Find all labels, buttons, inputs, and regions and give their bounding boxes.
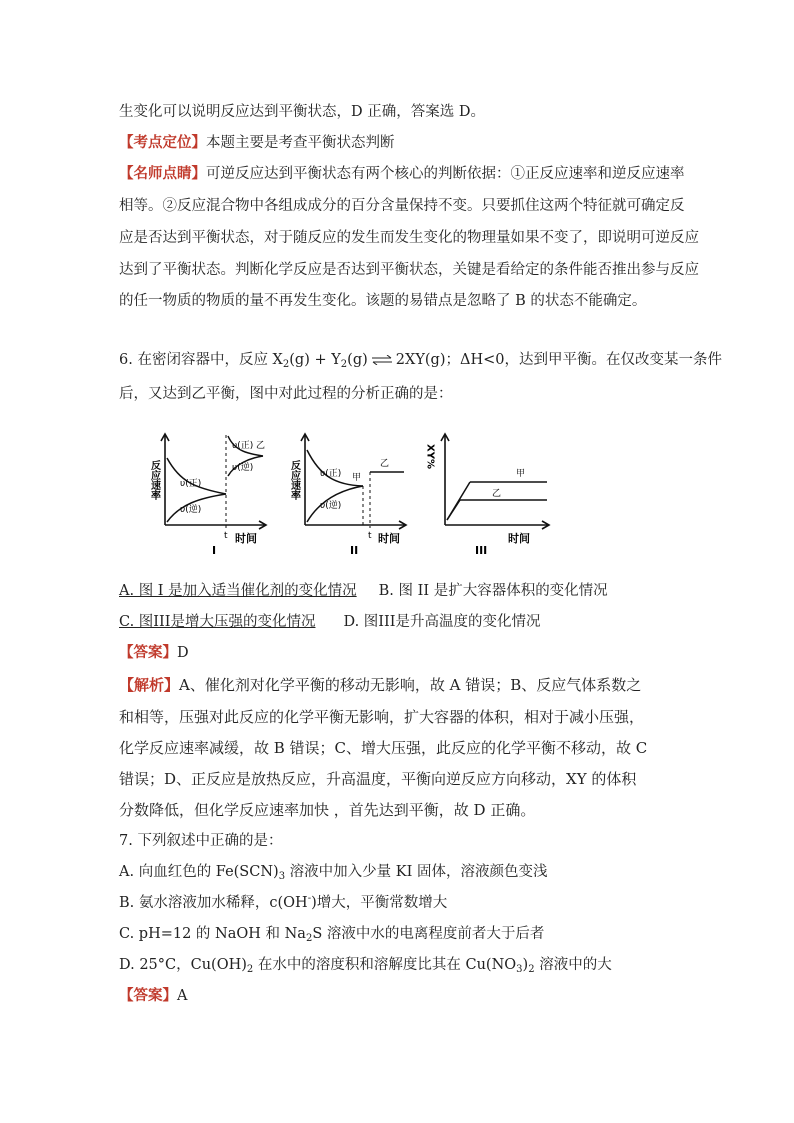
mingshi-line-2: 相等。②反应混合物中各组成成分的百分含量保持不变。只要抓住这两个特征就可确定反 — [119, 198, 685, 214]
q6-option-a[interactable]: A. 图 I 是加入适当催化剂的变化情况 — [119, 583, 357, 599]
mingshi-line-3: 应是否达到平衡状态，对于随反应的发生而发生变化的物理量如果不变了，即说明可逆反应 — [119, 230, 699, 246]
q6-jiexi-tag: 【解析】 — [119, 676, 180, 694]
q6-answer-line — [119, 643, 189, 663]
panel2-jia: 甲 — [352, 473, 362, 483]
q6-jiexi-line-2: 和相等，压强对此反应的化学平衡无影响，扩大容器的体积，相对于减小压强， — [119, 708, 645, 726]
q6-options-ab — [119, 581, 608, 601]
q6-answer-tag: 【答案】 — [119, 644, 177, 661]
q6-options-cd — [119, 612, 541, 632]
q6-option-d[interactable]: D. 图III是升高温度的变化情况 — [343, 614, 541, 630]
q6-jiexi-line-3: 化学反应速率减缓，故 B 错误；C、增大压强，此反应的化学平衡不移动，故 C — [119, 739, 648, 757]
panel3-label: III — [475, 544, 488, 557]
panel2-v-ni: υ(逆) — [320, 501, 342, 511]
q6-answer: D — [177, 645, 189, 661]
q6-jiexi-line-1: 【解析】A、催化剂对化学平衡的移动无影响，故 A 错误；B、反应气体系数之 — [119, 676, 642, 694]
q7-stem: 7. 下列叙述中正确的是： — [119, 833, 283, 849]
panel2-v-zheng: υ(正) — [320, 469, 342, 479]
panel3-jia: 甲 — [516, 469, 526, 479]
q7-option-b[interactable]: B. 氨水溶液加水稀释，c(OH-)增大，平衡常数增大 — [119, 893, 448, 911]
panel2-t: t — [368, 531, 372, 541]
panel1-v-zheng-2: υ(正) — [232, 441, 254, 451]
figure-panel-3 — [425, 434, 550, 557]
panel3-yi: 乙 — [492, 489, 502, 499]
panel1-xlabel: 时间 — [235, 532, 257, 545]
panel2-ylabel: 反应速率 — [288, 460, 300, 500]
q6-figures — [140, 430, 560, 560]
panel3-xlabel: 时间 — [508, 532, 530, 545]
q7-option-c[interactable]: C. pH=12 的 NaOH 和 $Na_2S$ 溶液中水的电离程度前者大于后者 — [119, 926, 545, 944]
panel1-v-ni: υ(逆) — [180, 505, 202, 515]
q6-option-c[interactable]: C. 图III是增大压强的变化情况 — [119, 614, 316, 630]
kaodian-text: 本题主要是考查平衡状态判断 — [206, 135, 395, 151]
panel1-ylabel: 反应速率 — [148, 460, 160, 500]
mingshi-line-4: 达到了平衡状态。判断化学反应是否达到平衡状态，关键是看给定的条件能否推出参与反应 — [119, 262, 699, 278]
mingshi-line-5: 的任一物质的物质的量不再发生变化。该题的易错点是忽略了 B 的状态不能确定。 — [119, 293, 647, 309]
panel1-v-zheng: υ(正) — [180, 479, 202, 489]
panel1-t: t — [224, 531, 228, 541]
q7-answer: A — [177, 988, 188, 1004]
panel1-v-ni-2: υ(逆) — [232, 463, 254, 473]
q7-answer-line — [119, 986, 187, 1006]
paragraph-line: 生变化可以说明反应达到平衡状态，D 正确，答案选 D。 — [119, 104, 485, 120]
q6-option-b[interactable]: B. 图 II 是扩大容器体积的变化情况 — [378, 583, 608, 599]
q7-answer-tag: 【答案】 — [119, 987, 177, 1004]
q6-jiexi-line-5: 分数降低，但化学反应速率加快 ，首先达到平衡，故 D 正确。 — [119, 801, 536, 819]
figure-panel-2 — [289, 434, 407, 557]
panel2-label: II — [350, 544, 359, 557]
panel2-xlabel: 时间 — [378, 532, 400, 545]
mingshi-line-1: 【名师点睛】可逆反应达到平衡状态有两个核心的判断依据：①正反应速率和逆反应速率 — [119, 165, 685, 182]
panel1-yi: 乙 — [256, 441, 266, 451]
panel3-ylabel: XY% — [424, 444, 436, 469]
q6-jiexi-line-4: 错误；D、正反应是放热反应，升高温度，平衡向逆反应方向移动，XY 的体积 — [119, 770, 637, 788]
panel1-label: I — [212, 544, 217, 557]
panel2-yi: 乙 — [380, 459, 390, 469]
mingshi-tag: 【名师点睛】 — [119, 165, 206, 182]
kaodian-tag: 【考点定位】 — [119, 134, 206, 151]
kaodian-line — [119, 133, 395, 153]
q7-option-a[interactable]: A. 向血红色的 $Fe(SCN)_3$ 溶液中加入少量 KI 固体，溶液颜色变浅 — [119, 864, 548, 882]
equilibrium-arrow-icon — [371, 355, 393, 365]
q6-stem-line-2: 后，又达到乙平衡，图中对此过程的分析正确的是： — [119, 386, 453, 402]
q6-stem-line-1: 6. 在密闭容器中，反应 $X_2(g) + Y_2(g)$ 2XY(g)；ΔH<0，达到甲平衡。在仅改变某一条件 — [119, 352, 722, 370]
q7-option-d[interactable]: D. 25°C，$Cu(OH)_2$ 在水中的溶度积和溶解度比其在 $Cu(NO_3)_2$ 溶液中的大 — [119, 957, 612, 975]
figure-panel-1 — [149, 434, 267, 557]
